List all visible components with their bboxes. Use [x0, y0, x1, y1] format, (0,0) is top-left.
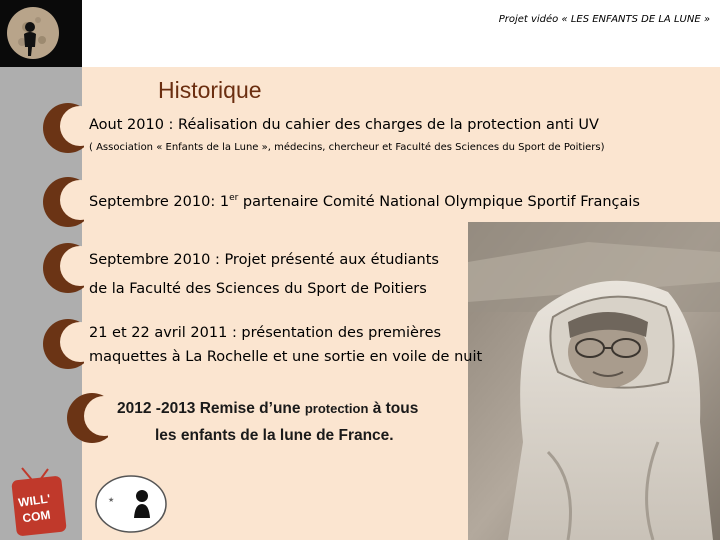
willcom-tv-logo — [10, 466, 70, 536]
crescent-bullet-icon — [42, 240, 84, 292]
slide-title: Historique — [158, 77, 262, 103]
child-photo — [468, 222, 720, 540]
history-item-5-text: 2012 -2013 Remise d’une — [117, 400, 305, 417]
crescent-bullet-icon — [42, 316, 84, 368]
history-item-4: 21 et 22 avril 2011 : présentation des premières — [89, 325, 442, 341]
moon-child-logo — [0, 0, 82, 67]
history-item-5-line2: les enfants de la lune de France. — [155, 427, 394, 444]
crescent-bullet-icon — [66, 390, 108, 442]
history-item-2-text-end: partenaire Comité National Olympique Sportif Français — [238, 193, 640, 210]
svg-text:★: ★ — [108, 496, 115, 504]
top-band — [0, 0, 720, 67]
history-item-3: Septembre 2010 : Projet présenté aux étudiants — [89, 252, 439, 268]
history-item-2-text: Septembre 2010: 1 — [89, 193, 230, 210]
superscript: er — [229, 193, 239, 203]
history-item-1-detail: ( Association « Enfants de la Lune », médecins, chercheur et Faculté des Sciences du Sport de Poitiers) — [89, 142, 605, 153]
association-moon-logo — [94, 474, 168, 534]
history-item-3-line2: de la Faculté des Sciences du Sport de Poitiers — [89, 281, 427, 297]
history-item-5-text-end: à tous — [368, 400, 419, 417]
crescent-bullet-icon — [42, 100, 84, 152]
history-item-4-line2: maquettes à La Rochelle et une sortie en voile de nuit — [89, 349, 483, 365]
tv-logo-text-1: WILL' — [17, 491, 52, 510]
tv-logo-text-2: COM — [21, 507, 52, 526]
history-item-1: Aout 2010 : Réalisation du cahier des charges de la protection anti UV — [89, 117, 599, 133]
crescent-bullet-icon — [42, 174, 84, 226]
history-item-5-text-small: protection — [304, 401, 369, 416]
history-item-2 — [89, 193, 640, 210]
history-item-5 — [117, 400, 418, 418]
header-title: Projet vidéo « LES ENFANTS DE LA LUNE » — [498, 14, 710, 25]
